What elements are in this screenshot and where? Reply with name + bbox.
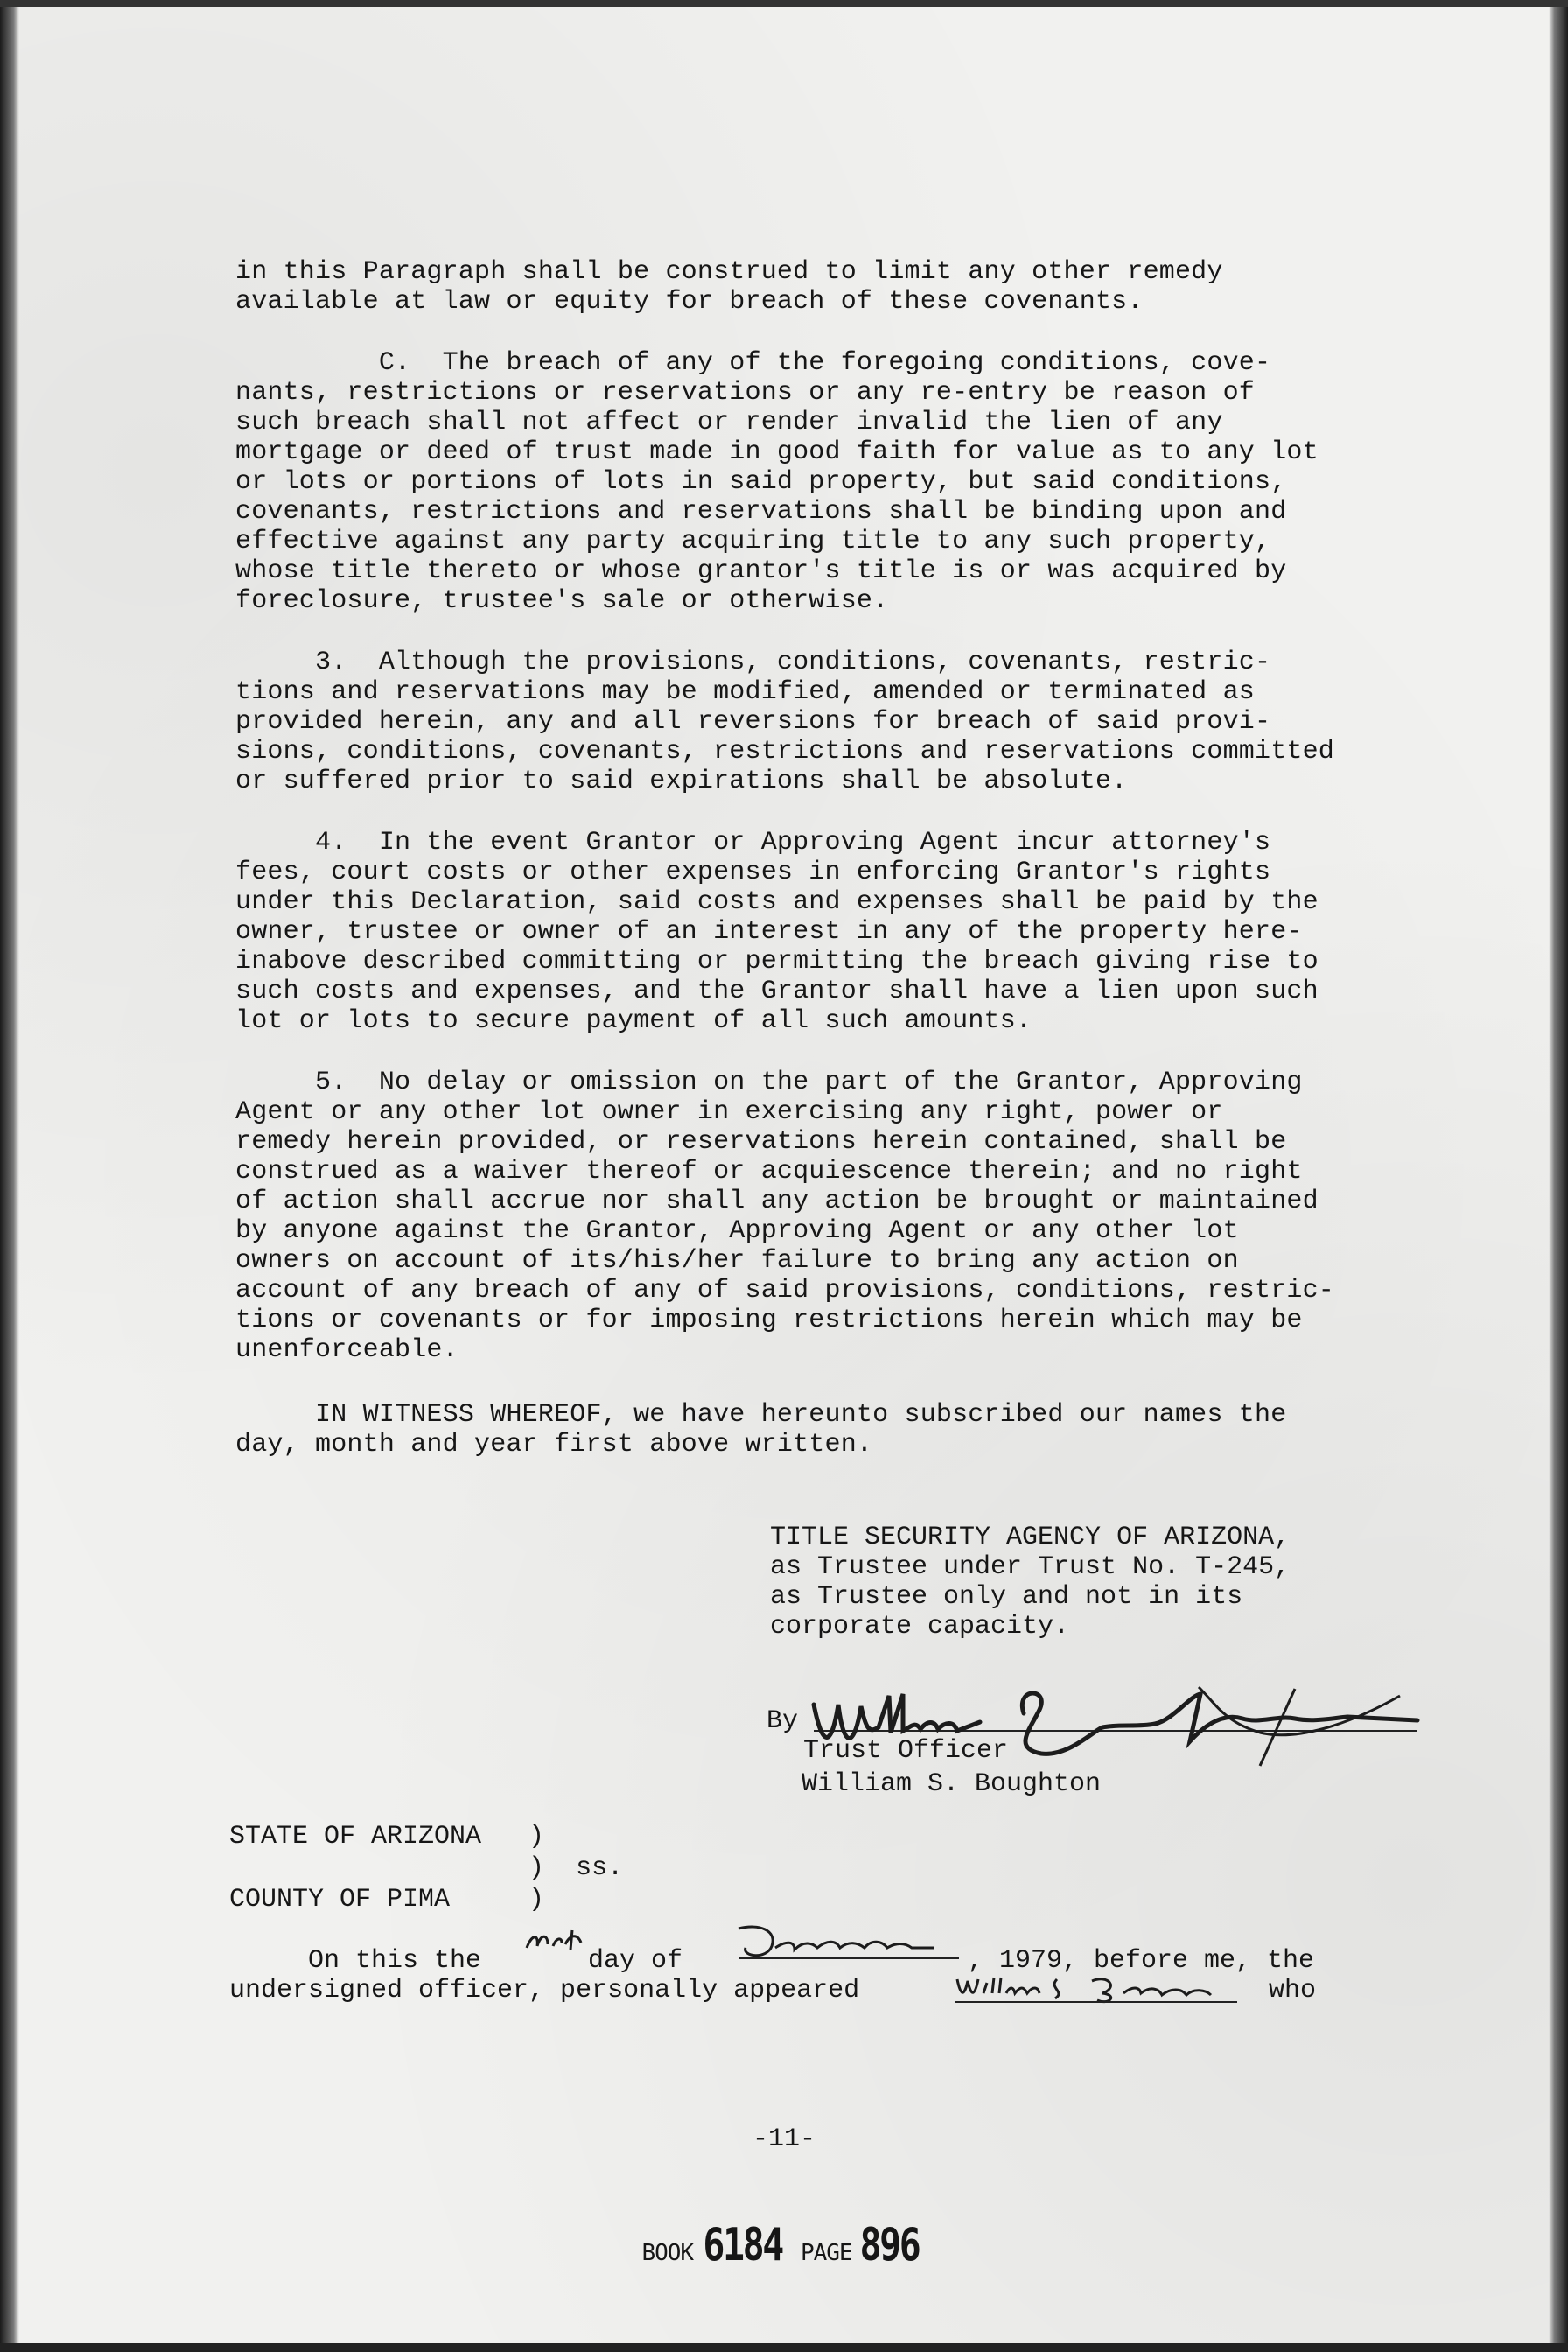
handwritten-day [523,1925,593,1955]
paragraph-5-line: construed as a waiver thereof or acquiescence therein; and no right [235,1157,1303,1186]
page-number: -11- [752,2124,816,2154]
paragraph-3-line: provided herein, any and all reversions for breach of said provi- [235,707,1271,737]
scan-edge-left [0,0,19,2352]
signatory-line: as Trustee under Trust No. T-245, [770,1552,1291,1582]
notary-text-1b: day of [588,1946,683,1976]
signatory-line: as Trustee only and not in its [770,1582,1243,1612]
signer-name: William S. Boughton [802,1769,1102,1799]
notary-text-1c: , 1979, before me, the [968,1946,1315,1976]
paragraph-c-line: mortgage or deed of trust made in good faith for value as to any lot [235,438,1319,467]
handwritten-month [733,1922,961,1964]
paragraph-c-line: such breach shall not affect or render invalid the lien of any [235,408,1223,438]
paragraph-4-line: owner, trustee or owner of an interest in any of the property here- [235,917,1303,947]
paragraph-5-line: 5. No delay or omission on the part of the Grantor, Approving [235,1068,1303,1097]
notary-text-2a: undersigned officer, personally appeared [229,1976,860,2006]
page-label: PAGE [800,2240,852,2266]
handwritten-appearer-name [952,1970,1241,2007]
continuation-line-1: in this Paragraph shall be construed to limit any other remedy [235,257,1223,287]
paragraph-5-line: tions or covenants or for imposing restrictions herein which may be [235,1306,1303,1335]
notary-text-1a: On this the [229,1946,482,1976]
paragraph-c-line: or lots or portions of lots in said property, but said conditions, [235,467,1287,497]
notary-text-2b: who [1269,1976,1317,2006]
signatory-line: corporate capacity. [770,1612,1070,1642]
book-page-reference [0,2219,1568,2272]
scan-edge-top [0,0,1568,7]
paragraph-3-line: sions, conditions, covenants, restrictions and reservations committed [235,737,1335,766]
paragraph-4-line: fees, court costs or other expenses in enforcing Grantor's rights [235,858,1271,887]
paragraph-5-line: by anyone against the Grantor, Approving Agent or any other lot [235,1216,1239,1246]
paragraph-5-line: account of any breach of any of said provisions, conditions, restric- [235,1276,1335,1306]
signatory-line: TITLE SECURITY AGENCY OF ARIZONA, [770,1522,1291,1552]
paragraph-5-line: Agent or any other lot owner in exercising any right, power or [235,1097,1223,1127]
witness-line: IN WITNESS WHEREOF, we have hereunto subscribed our names the [235,1400,1287,1430]
paragraph-c-line: effective against any party acquiring title to any such property, [235,527,1271,556]
state-line: STATE OF ARIZONA ) [229,1822,545,1852]
county-line: COUNTY OF PIMA ) [229,1885,545,1914]
paragraph-c-line: covenants, restrictions and reservations shall be binding upon and [235,497,1287,527]
paragraph-5-line: unenforceable. [235,1335,458,1365]
by-label: By [766,1706,799,1736]
paragraph-4-line: such costs and expenses, and the Grantor shall have a lien upon such [235,976,1319,1006]
paragraph-4-line: lot or lots to secure payment of all such amounts. [235,1006,1032,1036]
paragraph-3-line: tions and reservations may be modified, amended or terminated as [235,677,1255,707]
paragraph-4-line: under this Declaration, said costs and expenses shall be paid by the [235,887,1319,917]
scan-edge-bottom [0,2343,1568,2352]
paragraph-c-line: nants, restrictions or reservations or any re-entry be reason of [235,378,1255,408]
paragraph-c-line: whose title thereto or whose grantor's title is or was acquired by [235,556,1287,586]
witness-line: day, month and year first above written. [235,1430,873,1460]
paragraph-3-line: 3. Although the provisions, conditions, covenants, restric- [235,648,1271,677]
book-label: BOOK [641,2240,694,2266]
paragraph-c-line: C. The breach of any of the foregoing conditions, cove- [235,348,1271,378]
page-ref-number: 896 [859,2219,920,2272]
ss-line: ) ss. [229,1853,624,1883]
continuation-line-2: available at law or equity for breach of these covenants. [235,287,1144,317]
paragraph-c-line: foreclosure, trustee's sale or otherwise. [235,586,889,616]
scan-edge-right [1549,0,1568,2352]
paragraph-4-line: inabove described committing or permitting the breach giving rise to [235,947,1319,976]
paragraph-5-line: owners on account of its/his/her failure to bring any action on [235,1246,1239,1276]
paragraph-3-line: or suffered prior to said expirations shall be absolute. [235,766,1128,796]
paragraph-4-line: 4. In the event Grantor or Approving Agent incur attorney's [235,828,1271,858]
signer-title: Trust Officer [803,1736,1009,1766]
book-number: 6184 [703,2219,783,2272]
paragraph-5-line: of action shall accrue nor shall any action be brought or maintained [235,1186,1319,1216]
paragraph-5-line: remedy herein provided, or reservations herein contained, shall be [235,1127,1287,1157]
